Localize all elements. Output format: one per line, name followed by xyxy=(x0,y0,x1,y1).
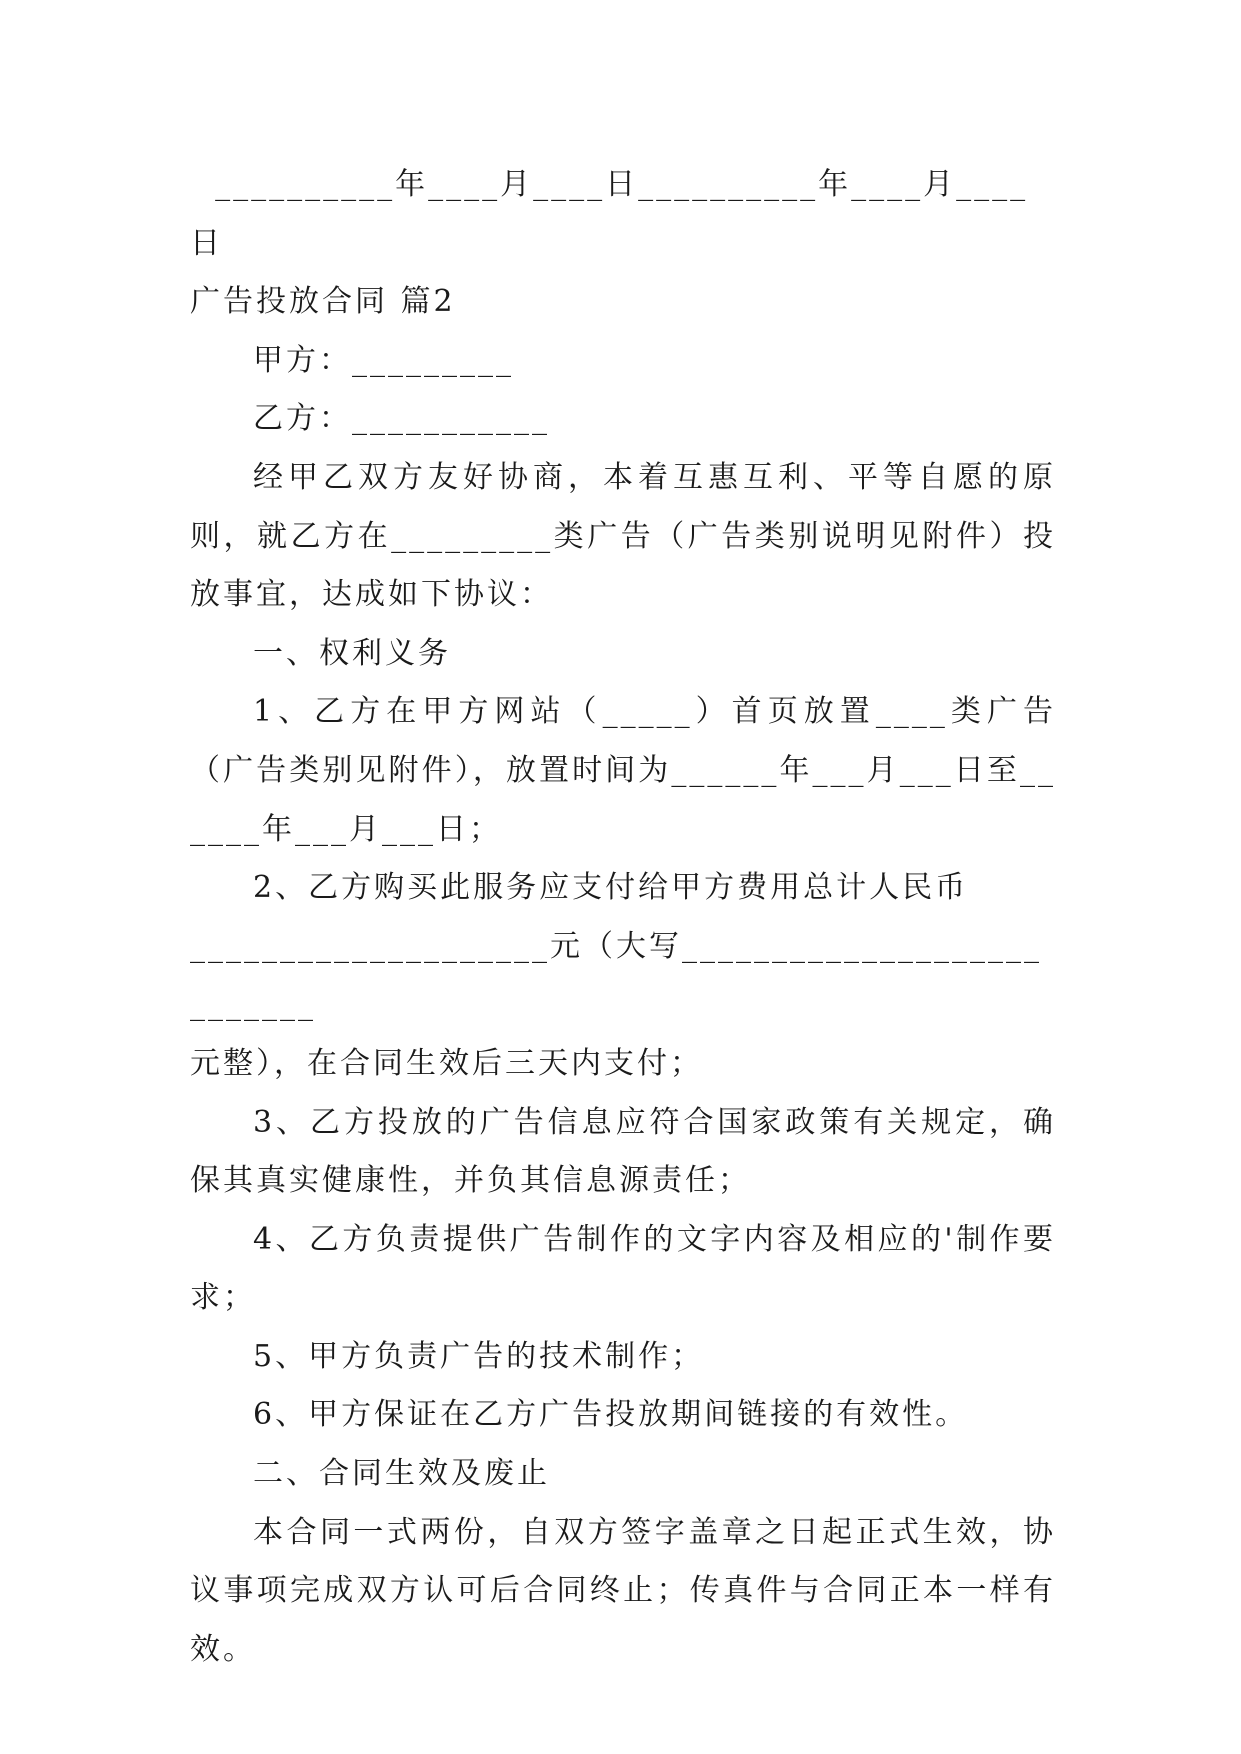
party-b-line: 乙方：___________ xyxy=(253,401,550,437)
intro-paragraph: 经甲乙双方友好协商，本着互惠互利、平等自愿的原则，就乙方在_________类广告（广告类别说明见附件）投放事宜，达成如下协议： xyxy=(190,459,1056,613)
clause-4: 4、乙方负责提供广告制作的文字内容及相应的'制作要求； xyxy=(190,1221,1056,1316)
party-a-line: 甲方：_________ xyxy=(253,342,514,378)
clause-2-line-1: 2、乙方购买此服务应支付给甲方费用总计人民币 xyxy=(253,870,969,906)
document-heading: 广告投放合同 篇2 xyxy=(190,284,456,320)
clause-1: 1、乙方在甲方网站（_____）首页放置____类广告（广告类别见附件），放置时间为______年___月___日至______年___月___日； xyxy=(190,694,1056,847)
date-line: __________年____月____日__________年____月____日 xyxy=(190,167,1029,261)
clause-3: 3、乙方投放的广告信息应符合国家政策有关规定，确保其真实健康性，并负其信息源责任； xyxy=(190,1104,1056,1199)
document-body xyxy=(190,156,1056,1679)
clause-5: 5、甲方负责广告的技术制作； xyxy=(253,1338,705,1374)
clause-6: 6、甲方保证在乙方广告投放期间链接的有效性。 xyxy=(253,1397,969,1433)
section-1-title: 一、权利义务 xyxy=(253,635,451,671)
clause-2-line-2: ____________________元（大写___________________________ xyxy=(190,928,1042,1023)
clause-2-line-3: 元整），在合同生效后三天内支付； xyxy=(190,1045,703,1081)
section-2-paragraph: 本合同一式两份，自双方签字盖章之日起正式生效，协议事项完成双方认可后合同终止；传真件与合同正本一样有效。 xyxy=(190,1514,1056,1667)
section-2-title: 二、合同生效及废止 xyxy=(253,1456,550,1492)
